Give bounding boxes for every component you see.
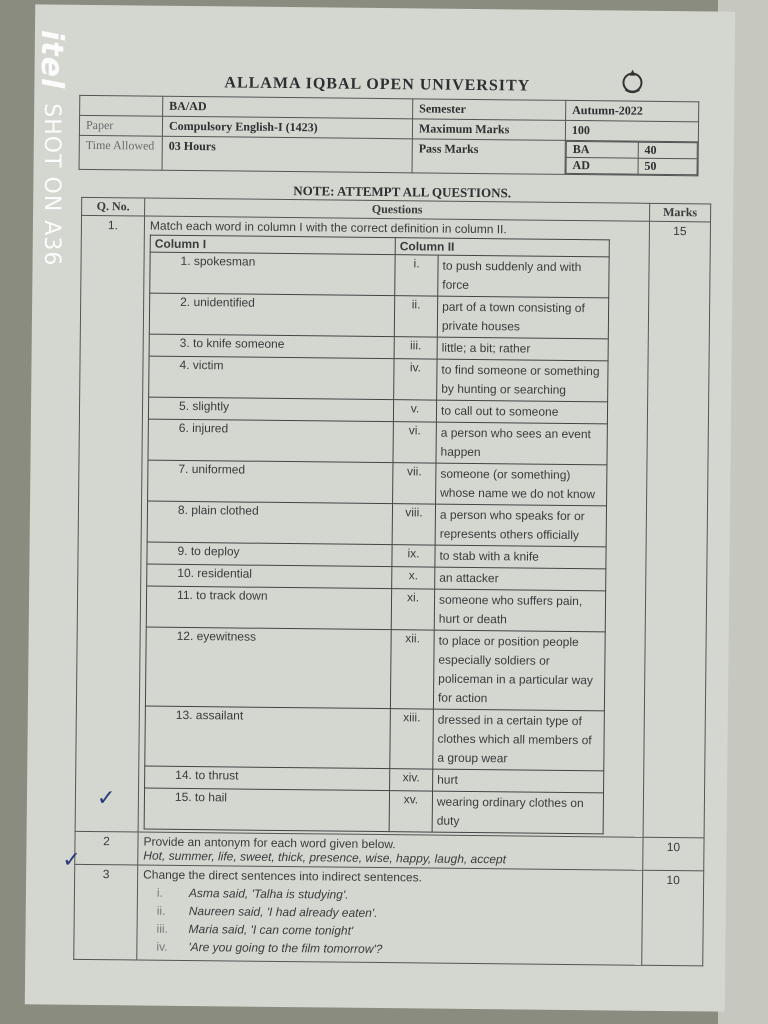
column-1-word: 13. assailant (145, 706, 391, 769)
column-2-numeral: ix. (392, 545, 435, 567)
column-2-numeral: viii. (392, 504, 435, 545)
column-2-definition: part of a town consisting of private houses (437, 296, 608, 339)
q1-instruction: Match each word in column I with the correct definition in column II. (149, 218, 507, 237)
questions-header: Questions (145, 198, 650, 221)
column-2-definition: to stab with a knife (435, 545, 606, 569)
questions-table (73, 197, 711, 967)
column-1-word: 12. eyewitness (145, 627, 391, 709)
column-2-definition: an attacker (435, 567, 606, 591)
exam-paper (25, 4, 735, 1011)
match-rows (144, 252, 609, 834)
paper-name: Compulsory English-I (1423) (162, 116, 412, 139)
semester-label: Semester (413, 99, 566, 121)
column-2-numeral: vii. (393, 463, 436, 504)
pass-marks-table (566, 141, 698, 175)
match-row (145, 627, 605, 711)
column-2-definition: a person who sees an event happen (436, 422, 607, 465)
blank-cell (80, 95, 163, 116)
column-1-word: 8. plain clothed (147, 501, 392, 545)
q3-number: 3 (74, 864, 138, 960)
column-2-numeral: xii. (390, 630, 434, 709)
column-1-word: 14. to thrust (145, 766, 390, 791)
max-marks-label: Maximum Marks (412, 119, 565, 141)
match-row (145, 706, 605, 771)
match-row (149, 356, 608, 402)
column-1-word: 10. residential (147, 564, 392, 589)
column-2-definition: to place or position people especially soldiers or policeman in a particular way for action (433, 630, 605, 711)
checkmark-icon: ✓ (62, 846, 81, 872)
column-1-word: 11. to track down (146, 586, 391, 630)
camera-watermark (34, 30, 69, 266)
column-2-header: Column II (395, 238, 609, 257)
sentence-item (157, 904, 637, 923)
match-row (144, 788, 603, 834)
pass-marks-cell (565, 140, 698, 175)
match-row (149, 293, 608, 339)
paper-label: Paper (79, 115, 162, 136)
checkmark-icon: ✓ (96, 785, 116, 811)
exam-note: NOTE: ATTEMPT ALL QUESTIONS. (293, 183, 512, 201)
match-row (148, 460, 607, 506)
column-2-definition: someone (or something) whose name we do not know (436, 463, 607, 506)
qno-header: Q. No. (82, 197, 145, 216)
column-1-word: 3. to knife someone (149, 334, 394, 359)
sentence-text: Maria said, 'I can come tonight' (188, 922, 354, 938)
sentence-text: Asma said, 'Talha is studying'. (188, 886, 349, 902)
university-logo-icon (617, 65, 647, 95)
q2-words: Hot, summer, life, sweet, thick, presence, wise, happy, laugh, accept (143, 848, 507, 867)
column-1-word: 5. slightly (148, 397, 393, 422)
match-row (147, 501, 606, 547)
camera-brand: itel (34, 30, 69, 90)
column-2-numeral: xiii. (390, 709, 434, 769)
match-row (148, 419, 607, 465)
sentence-numeral: iv. (156, 939, 168, 954)
column-2-definition: little; a bit; rather (437, 337, 608, 361)
column-2-numeral: i. (395, 255, 438, 296)
column-2-numeral: x. (392, 567, 435, 589)
column-2-definition: to push suddenly and with force (438, 255, 609, 298)
sentence-text: 'Are you going to the film tomorrow'? (188, 940, 383, 957)
program: BA/AD (163, 96, 413, 119)
time-label: Time Allowed (79, 135, 162, 170)
column-2-definition: to find someone or something by hunting or searching (437, 359, 608, 402)
q1-body (138, 216, 649, 837)
match-table (144, 235, 610, 835)
match-row (146, 586, 605, 632)
pass-program: AD (566, 157, 638, 174)
column-2-numeral: xi. (391, 589, 434, 630)
column-1-word: 6. injured (148, 419, 393, 463)
column-2-definition: someone who suffers pain, hurt or death (434, 589, 605, 632)
pass-marks: 40 (638, 142, 697, 159)
university-title: ALLAMA IQBAL OPEN UNIVERSITY (224, 74, 531, 95)
q2-instruction: Provide an antonym for each word given below. (143, 834, 396, 852)
q1-marks: 15 (643, 221, 710, 838)
exam-header-table (79, 95, 700, 176)
q3-marks: 10 (642, 870, 704, 966)
q3-sentences (156, 886, 637, 959)
sentence-numeral: ii. (156, 903, 166, 918)
pass-marks: 50 (638, 158, 697, 175)
column-2-numeral: iii. (394, 337, 437, 359)
camera-model: SHOT ON A36 (39, 103, 64, 267)
column-2-definition: to call out to someone (436, 400, 607, 424)
column-2-numeral: ii. (394, 296, 437, 337)
match-row (150, 252, 609, 298)
sentence-numeral: iii. (156, 921, 168, 936)
column-1-word: 2. unidentified (149, 293, 394, 337)
q2-marks: 10 (643, 837, 704, 871)
column-1-word: 9. to deploy (147, 542, 392, 567)
column-2-definition: dressed in a certain type of clothes which all members of a group wear (433, 709, 605, 771)
q3-body (137, 865, 643, 965)
column-2-definition: hurt (433, 769, 604, 793)
column-2-numeral: xv. (389, 791, 432, 832)
pass-program: BA (566, 141, 638, 158)
sentence-item (157, 886, 637, 905)
sentence-text: Naureen said, 'I had already eaten'. (188, 904, 378, 920)
pass-marks-label: Pass Marks (412, 139, 565, 175)
column-1-word: 15. to hail (144, 788, 389, 832)
column-1-word: 1. spokesman (150, 252, 395, 296)
q3-instruction: Change the direct sentences into indirect sentences. (143, 867, 423, 885)
column-2-definition: a person who speaks for or represents others officially (435, 504, 606, 547)
sentence-numeral: i. (156, 885, 164, 900)
column-2-definition: wearing ordinary clothes on duty (432, 791, 603, 834)
max-marks-value: 100 (565, 120, 698, 141)
sentence-item (156, 940, 636, 959)
column-2-numeral: xiv. (390, 769, 433, 791)
marks-header: Marks (650, 203, 711, 222)
q2-body (138, 832, 643, 870)
column-2-numeral: v. (393, 400, 436, 422)
column-1-word: 4. victim (149, 356, 394, 400)
column-1-header: Column I (150, 235, 395, 255)
column-2-numeral: vi. (393, 422, 436, 463)
sentence-item (157, 922, 637, 941)
semester-value: Autumn-2022 (566, 100, 699, 121)
column-1-word: 7. uniformed (148, 460, 393, 504)
q1-number: 1. (75, 215, 144, 832)
column-2-numeral: iv. (394, 359, 437, 400)
time-value: 03 Hours (162, 136, 412, 173)
q2-number: 2 (75, 831, 138, 865)
